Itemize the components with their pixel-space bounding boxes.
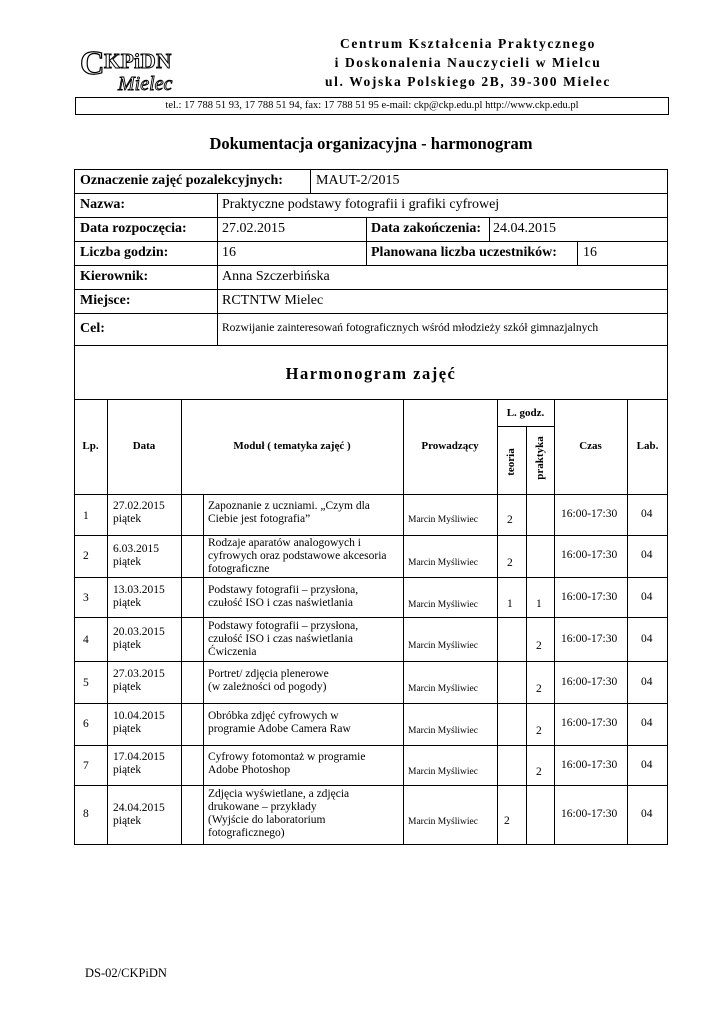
end-date-label: Data zakończenia: — [371, 221, 482, 236]
row-practice: 1 — [536, 598, 542, 610]
row-divider — [74, 217, 668, 218]
col-divider — [310, 169, 311, 193]
participants-label: Planowana liczba uczestników: — [371, 245, 557, 260]
row-time: 16:00-17:30 — [561, 508, 618, 520]
row-teacher: Marcin Myśliwiec — [408, 515, 478, 525]
row-teacher: Marcin Myśliwiec — [408, 817, 478, 827]
row-practice: 2 — [536, 640, 542, 652]
code-value: MAUT-2/2015 — [316, 173, 400, 188]
row-time: 16:00-17:30 — [561, 549, 618, 561]
topic-line: Zdjęcia wyświetlane, a zdjęcia — [208, 788, 350, 800]
topic-line: czułość ISO i czas naświetlania — [208, 633, 353, 645]
topic-line: Podstawy fotografii – przysłona, — [208, 620, 359, 632]
row-lp: 5 — [83, 677, 89, 689]
col-header-lab: Lab. — [636, 440, 659, 452]
topic-line: Cyfrowy fotomontaż w programie — [208, 751, 366, 763]
row-teacher: Marcin Myśliwiec — [408, 767, 478, 777]
start-date-label: Data rozpoczęcia: — [80, 221, 187, 236]
row-divider — [74, 785, 668, 786]
row-topic — [208, 500, 370, 526]
col-divider — [203, 494, 204, 845]
topic-line: programie Adobe Camera Raw — [208, 723, 351, 735]
row-day: piątek — [113, 815, 142, 827]
col-divider — [366, 217, 367, 265]
row-time: 16:00-17:30 — [561, 717, 618, 729]
col-divider — [577, 241, 578, 265]
row-time: 16:00-17:30 — [561, 633, 618, 645]
row-date: 6.03.2015 — [113, 543, 159, 555]
end-date-value: 24.04.2015 — [493, 221, 556, 236]
row-divider — [74, 193, 668, 194]
row-divider — [74, 494, 668, 495]
row-theory: 1 — [507, 598, 513, 610]
row-practice: 2 — [536, 725, 542, 737]
row-day: piątek — [113, 597, 142, 609]
row-topic — [208, 620, 358, 659]
logo-main-text: KPiDN — [104, 49, 172, 73]
row-lab: 04 — [641, 717, 653, 729]
row-topic — [208, 584, 358, 610]
col-header-hours: L. godz. — [506, 407, 545, 419]
row-date: 20.03.2015 — [113, 626, 165, 638]
row-time: 16:00-17:30 — [561, 591, 618, 603]
col-divider — [217, 193, 218, 345]
col-header-practice: praktyka — [534, 436, 546, 480]
topic-line: Rodzaje aparatów analogowych i — [208, 537, 361, 549]
row-date: 24.04.2015 — [113, 802, 165, 814]
row-lab: 04 — [641, 508, 653, 520]
row-date: 27.02.2015 — [113, 500, 165, 512]
row-lp: 4 — [83, 634, 89, 646]
participants-value: 16 — [583, 245, 597, 260]
row-topic — [208, 788, 349, 840]
row-lp: 2 — [83, 550, 89, 562]
row-teacher: Marcin Myśliwiec — [408, 684, 478, 694]
row-theory: 2 — [507, 514, 513, 526]
logo-sub-text: Mielec — [118, 73, 173, 94]
institution-name — [268, 34, 668, 91]
row-divider — [74, 345, 668, 346]
row-divider — [74, 265, 668, 266]
row-divider — [74, 241, 668, 242]
row-day: piątek — [113, 513, 142, 525]
row-lab: 04 — [641, 591, 653, 603]
col-header-theory: teoria — [505, 448, 517, 476]
topic-line: fotograficzne — [208, 563, 270, 575]
place-label: Miejsce: — [80, 293, 131, 308]
contact-bar: tel.: 17 788 51 93, 17 788 51 94, fax: 17 788 51 95 e-mail: ckp@ckp.edu.pl http://www.ckp.edu.pl — [75, 97, 669, 115]
leader-value: Anna Szczerbińska — [222, 269, 330, 284]
row-topic — [208, 751, 365, 777]
document-code-footer: DS-02/CKPiDN — [85, 966, 167, 980]
row-day: piątek — [113, 639, 142, 651]
row-divider — [74, 703, 668, 704]
place-value: RCTNTW Mielec — [222, 293, 324, 308]
row-lab: 04 — [641, 808, 653, 820]
col-divider — [107, 399, 108, 845]
col-header-date: Data — [132, 440, 156, 452]
goal-value: Rozwijanie zainteresowań fotograficznych wśród młodzieży szkół gimnazjalnych — [222, 322, 599, 334]
topic-line: cyfrowych oraz podstawowe akcesoria — [208, 550, 387, 562]
goal-label: Cel: — [80, 321, 105, 336]
row-divider — [74, 617, 668, 618]
topic-line: (w zależności od pogody) — [208, 681, 327, 693]
hours-value: 16 — [222, 245, 236, 260]
col-header-time: Czas — [579, 440, 602, 452]
row-lp: 6 — [83, 718, 89, 730]
start-date-value: 27.02.2015 — [222, 221, 285, 236]
topic-line: Obróbka zdjęć cyfrowych w — [208, 710, 339, 722]
institution-address: ul. Wojska Polskiego 2B, 39-300 Mielec — [325, 74, 611, 89]
row-lab: 04 — [641, 633, 653, 645]
row-date: 17.04.2015 — [113, 751, 165, 763]
col-header-teacher: Prowadzący — [421, 440, 479, 452]
topic-line: fotograficznego) — [208, 827, 285, 839]
row-practice: 2 — [536, 683, 542, 695]
name-value: Praktyczne podstawy fotografii i grafiki cyfrowej — [222, 197, 500, 212]
col-divider — [497, 399, 498, 845]
row-topic — [208, 668, 329, 694]
institution-line: i Doskonalenia Nauczycieli w Mielcu — [334, 55, 602, 70]
row-divider — [74, 661, 668, 662]
row-lp: 1 — [83, 510, 89, 522]
row-date: 27.03.2015 — [113, 668, 165, 680]
topic-line: drukowane – przykłady — [208, 801, 317, 813]
row-teacher: Marcin Myśliwiec — [408, 558, 478, 568]
row-teacher: Marcin Myśliwiec — [408, 600, 478, 610]
row-theory: 2 — [504, 815, 510, 827]
row-lab: 04 — [641, 676, 653, 688]
col-divider — [627, 399, 628, 845]
row-day: piątek — [113, 764, 142, 776]
logo-letter-c: C — [80, 45, 105, 82]
name-label: Nazwa: — [80, 197, 126, 212]
row-topic — [208, 537, 387, 576]
col-divider — [181, 399, 182, 845]
row-practice: 2 — [536, 766, 542, 778]
schedule-title: Harmonogram zajęć — [285, 364, 457, 383]
col-header-module: Moduł ( tematyka zajęć ) — [233, 440, 351, 452]
row-teacher: Marcin Myśliwiec — [408, 726, 478, 736]
row-time: 16:00-17:30 — [561, 808, 618, 820]
col-divider — [489, 217, 490, 241]
row-theory: 2 — [507, 557, 513, 569]
row-divider — [74, 289, 668, 290]
topic-line: Podstawy fotografii – przysłona, — [208, 584, 359, 596]
row-divider — [74, 745, 668, 746]
row-time: 16:00-17:30 — [561, 759, 618, 771]
row-divider — [74, 577, 668, 578]
row-day: piątek — [113, 681, 142, 693]
ckpidn-logo — [78, 44, 218, 94]
row-teacher: Marcin Myśliwiec — [408, 641, 478, 651]
topic-line: (Wyjście do laboratorium — [208, 814, 326, 826]
row-time: 16:00-17:30 — [561, 676, 618, 688]
row-lp: 3 — [83, 592, 89, 604]
hours-label: Liczba godzin: — [80, 245, 169, 260]
topic-line: czułość ISO i czas naświetlania — [208, 597, 353, 609]
row-topic — [208, 710, 351, 736]
row-lp: 7 — [83, 760, 89, 772]
col-header-lp: Lp. — [82, 440, 99, 452]
row-lab: 04 — [641, 759, 653, 771]
row-lab: 04 — [641, 549, 653, 561]
row-date: 10.04.2015 — [113, 710, 165, 722]
topic-line: Adobe Photoshop — [208, 764, 291, 776]
topic-line: Zapoznanie z uczniami. „Czym dla — [208, 500, 370, 512]
row-lp: 8 — [83, 808, 89, 820]
topic-line: Ćwiczenia — [208, 646, 257, 658]
topic-line: Ciebie jest fotografia” — [208, 513, 311, 525]
document-title: Dokumentacja organizacyjna - harmonogram — [209, 134, 533, 153]
code-label: Oznaczenie zajęć pozalekcyjnych: — [80, 173, 283, 188]
row-divider — [74, 535, 668, 536]
row-date: 13.03.2015 — [113, 584, 165, 596]
col-divider — [526, 426, 527, 845]
col-divider — [403, 399, 404, 845]
institution-line: Centrum Kształcenia Praktycznego — [340, 36, 596, 51]
col-divider — [554, 399, 555, 845]
topic-line: Portret/ zdjęcia plenerowe — [208, 668, 329, 680]
row-day: piątek — [113, 556, 142, 568]
leader-label: Kierownik: — [80, 269, 149, 284]
row-divider — [74, 399, 668, 400]
row-day: piątek — [113, 723, 142, 735]
row-divider — [74, 313, 668, 314]
